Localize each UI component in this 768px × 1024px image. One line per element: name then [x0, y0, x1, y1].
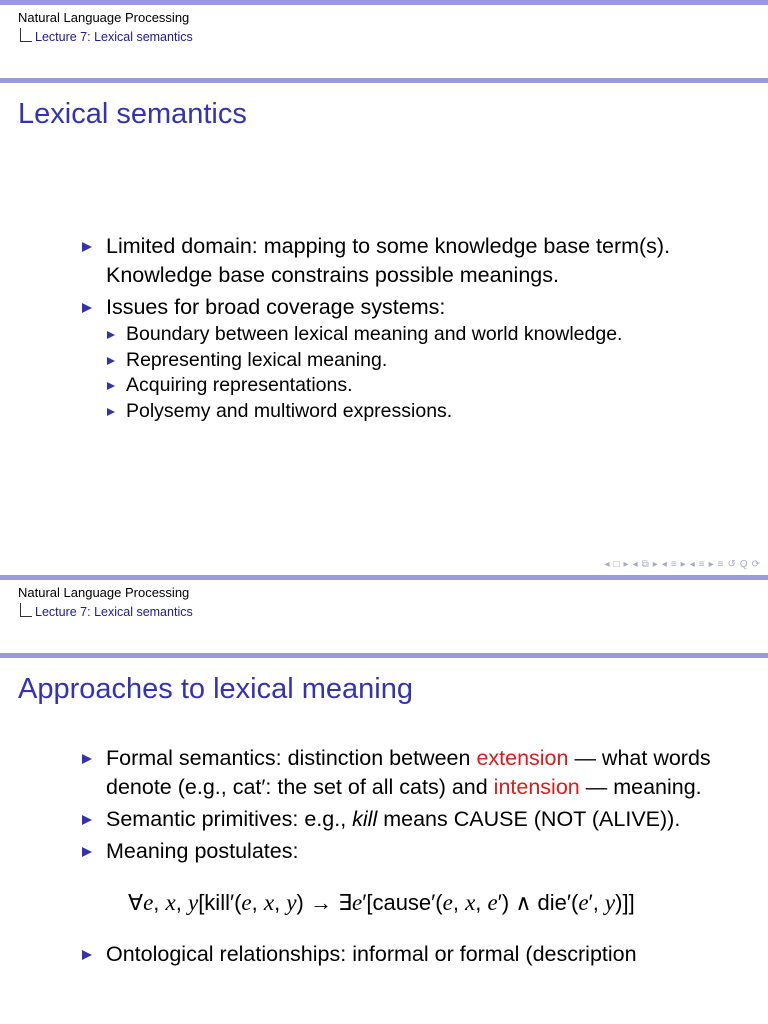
bullet-list: [82, 232, 722, 427]
bullet-text: means CAUSE (NOT (ALIVE)).: [377, 807, 681, 831]
intension-term: intension: [493, 775, 580, 799]
top-bar: [0, 0, 768, 5]
bullet-text: — meaning.: [579, 775, 702, 799]
lecture-breadcrumb[interactable]: Lecture 7: Lexical semantics: [20, 30, 193, 44]
undo-icon[interactable]: ↺: [727, 559, 736, 570]
sub-bullet-item: Acquiring representations.: [104, 373, 722, 399]
meaning-postulate-formula: ∀e, x, y[kill′(e, x, y) → ∃e′[cause′(e, x, e′) ∧ die′(e′, y)]]: [128, 890, 635, 915]
bullet-text: Issues for broad coverage systems:: [106, 295, 446, 319]
course-title: Natural Language Processing: [18, 10, 190, 25]
bullet-item: [82, 744, 722, 802]
slide-title: Approaches to lexical meaning: [18, 673, 413, 705]
redo-icon[interactable]: ⟳: [751, 559, 760, 570]
bullet-text: — what words denote (e.g., cat′: the set of all cats) and: [106, 746, 711, 799]
bullet-text: Semantic primitives: e.g.,: [106, 807, 353, 831]
sub-bullet-item: Representing lexical meaning.: [104, 348, 722, 374]
nav-next-icon[interactable]: ▸: [708, 559, 714, 570]
header-rule: [0, 78, 768, 83]
bullet-text: Meaning postulates:: [106, 839, 299, 863]
bullet-text: Ontological relationships: informal or formal (description: [106, 942, 637, 966]
bullet-item: [82, 940, 722, 969]
nav-next-icon[interactable]: ▸: [652, 559, 658, 570]
search-icon[interactable]: Q: [739, 559, 748, 570]
bullet-list: [82, 744, 722, 972]
nav-prev-icon[interactable]: ◂: [604, 559, 610, 570]
slide-icon[interactable]: □: [613, 559, 620, 570]
navigation-controls[interactable]: [604, 559, 760, 570]
course-title: Natural Language Processing: [18, 585, 190, 600]
bullet-item: [82, 837, 722, 937]
sub-bullet-item: Polysemy and multiword expressions.: [104, 399, 722, 425]
bullet-item: [82, 805, 722, 834]
frame-icon[interactable]: ⧉: [641, 559, 649, 570]
bullet-item: [82, 293, 722, 424]
nav-prev-icon[interactable]: ◂: [632, 559, 638, 570]
bullet-text: Limited domain: mapping to some knowledge base term(s). Knowledge base constrains possible meanings.: [106, 234, 671, 287]
bullet-text: Formal semantics: distinction between: [106, 746, 477, 770]
emphasis-kill: kill: [352, 807, 378, 831]
toc-icon[interactable]: ≡: [717, 559, 724, 570]
subsection-icon[interactable]: ≡: [670, 559, 677, 570]
slide-title: Lexical semantics: [18, 98, 247, 130]
header-rule: [0, 653, 768, 658]
nav-prev-icon[interactable]: ◂: [689, 559, 695, 570]
sub-bullet-list: [104, 322, 722, 424]
section-icon[interactable]: ≡: [698, 559, 705, 570]
nav-next-icon[interactable]: ▸: [680, 559, 686, 570]
nav-prev-icon[interactable]: ◂: [661, 559, 667, 570]
extension-term: extension: [476, 746, 569, 770]
nav-next-icon[interactable]: ▸: [623, 559, 629, 570]
lecture-breadcrumb[interactable]: Lecture 7: Lexical semantics: [20, 605, 193, 619]
bullet-item: [82, 232, 722, 290]
sub-bullet-item: Boundary between lexical meaning and world knowledge.: [104, 322, 722, 348]
top-bar: [0, 575, 768, 580]
